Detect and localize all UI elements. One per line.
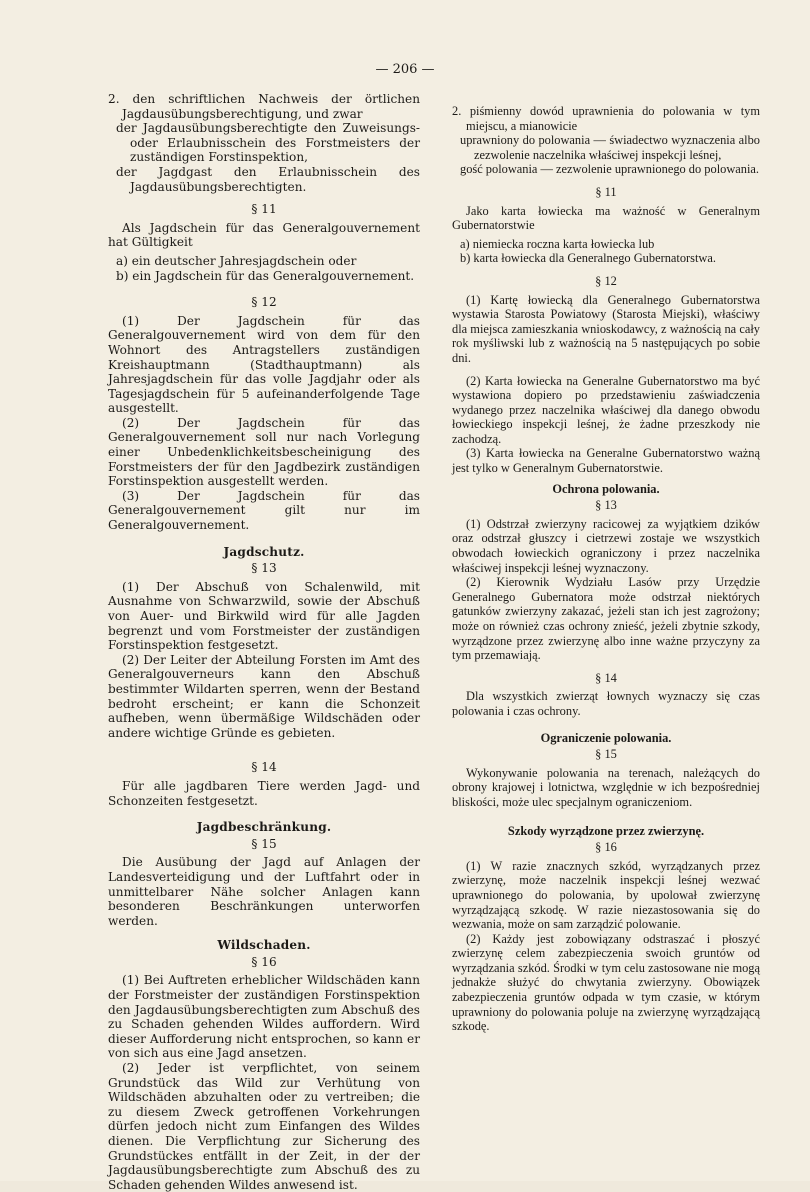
- heading-ograniczenie: Ograniczenie polowania.: [540, 730, 672, 745]
- section-16-para-1: (1) Bei Auftreten erheblicher Wildschäden kann der Forstmeister der zuständigen Forstinspektion den Jagdausübungsberechtigten zum Abschuß des zu Schaden gehenden Wildes auffordern. Wird dieser Aufforderung nicht entsprochen, so kann er von sich aus eine Jagd ansetzen.: [108, 973, 420, 1061]
- section-12-para-1: (1) Kartę łowiecką dla Generalnego Gubernatorstwa wystawia Starosta Powiatowy (Starosta Miejski), właściwy dla miejsca zamieszkania wnioskodawcy, z ważnością na cały rok myśliwski lub z ważnością na 5 następujących po sobie dni.: [452, 292, 760, 365]
- section-16-para-2: (2) Jeder ist verpflichtet, von seinem Grundstück das Wild zur Verhütung von Wildschäden abzuhalten oder zu vertreiben; die zu diesem Zweck getroffenen Vorkehrungen dürfen jedoch nicht zum Einfangen des Wildes dienen. Die Verpflichtung zur Sicherung des Grundstückes entfällt in der Zeit, in der der Jagdausübungsberechtigte zum Abschuß des zu Schaden gehenden Wildes anwesend ist.: [108, 1061, 420, 1192]
- section-13-para-2: (2) Der Leiter der Abteilung Forsten im Amt des Generalgouverneurs kann den Abschuß bestimmter Wildarten sperren, wenn der Bestand bedroht erscheint; er kann die Schonzeit aufheben, wenn übermäßige Wildschäden oder andere wichtige Gründe es gebieten.: [108, 652, 420, 740]
- section-16-heading: § 16: [595, 840, 617, 855]
- heading-jagdbeschraenkung: Jagdbeschränkung.: [196, 820, 332, 835]
- heading-wildschaden: Wildschaden.: [217, 938, 311, 953]
- section-13-para-1: (1) Odstrzał zwierzyny racicowej za wyjątkiem dzików oraz odstrzał głuszcy i cietrzewi zostaje we wszystkich obwodach łowieckich ograniczony i przez naczelnika właściwej inspekcji leśnej wyznaczony.: [452, 516, 760, 575]
- section-15-heading: § 15: [595, 747, 617, 762]
- item-2-a: uprawniony do polowania — świadectwo wyznaczenia albo zezwolenie naczelnika właściwej inspekcji leśnej,: [460, 133, 760, 162]
- section-12-para-3: (3) Karta łowiecka na Generalne Gubernatorstwo ważną jest tylko w Generalnym Gubernatorstwie.: [452, 446, 760, 476]
- page-number: — 206 —: [375, 62, 435, 77]
- section-13-heading: § 13: [595, 498, 617, 513]
- section-16-para-1: (1) W razie znacznych szkód, wyrządzanych przez zwierzynę, może naczelnik inspekcji leśnej wezwać uprawnionego do polowania, by upolował zwierzynę wyrządzającą szkodę. W razie niezastosowania się do wezwania, może on sam zarządzić polowanie.: [452, 858, 760, 932]
- section-13-para-1: (1) Der Abschuß von Schalenwild, mit Ausnahme von Schwarzwild, sowie der Abschuß von Auer- und Birkwild wird für alle Jagden begrenzt und vom Forstmeister der zuständigen Forstinspektion festgesetzt.: [108, 579, 420, 653]
- section-16-heading: § 16: [251, 954, 277, 969]
- section-13-para-2: (2) Kierownik Wydziału Lasów przy Urzędzie Generalnego Gubernatora może odstrzał niektórych gatunków zwierzyny zakazać, jeżeli stan ich jest zagrożony; może on również czas ochrony znieść, jeżeli zbytnie szkody, wyrządzone przez zwierzynę albo inne ważne przyczyny za tym przemawiają.: [452, 575, 760, 663]
- section-11-heading: § 11: [251, 202, 277, 217]
- section-16-para-2: (2) Każdy jest zobowiązany odstraszać i płoszyć zwierzynę celem zabezpieczenia swoich gruntów od wyrządzania szkód. Środki w tym celu zastosowane nie mogą jednakże służyć do chwytania zwierzyny. Obowiązek zabezpieczenia gruntów odpada w tym czasie, w którym uprawniony do polowania poluje na zwierzynę wyrządzającą szkodę.: [452, 931, 760, 1034]
- section-12-para-1: (1) Der Jagdschein für das Generalgouvernement wird von dem für den Wohnort des Antragstellers zuständigen Kreishauptmann (Stadthauptmann) als Jahresjagdschein für das volle Jagdjahr oder als Tagesjagdschein für 5 aufeinanderfolgende Tage ausgestellt.: [108, 313, 420, 416]
- heading-szkody: Szkody wyrządzone przez zwierzynę.: [507, 823, 705, 838]
- section-11-item-a: a) niemiecka roczna karta łowiecka lub: [460, 236, 655, 251]
- section-13-heading: § 13: [251, 561, 277, 576]
- section-12-heading: § 12: [251, 295, 277, 310]
- section-11-intro: Als Jagdschein für das Generalgouvernement hat Gültigkeit: [108, 220, 420, 250]
- item-2: 2. den schriftlichen Nachweis der örtlichen Jagdausübungsberechtigung, und zwar: [108, 92, 420, 121]
- section-12-heading: § 12: [595, 273, 617, 288]
- section-15-para: Wykonywanie polowania na terenach, należących do obrony krajowej i lotnictwa, względnie w ich bezpośredniej bliskości, może ulec specjalnym ograniczeniom.: [452, 765, 760, 809]
- polish-column: [452, 104, 760, 1034]
- section-15-para: Die Ausübung der Jagd auf Anlagen der Landesverteidigung und der Luftfahrt oder in unmittelbarer Nähe solcher Anlagen kann besonderen Beschränkungen unterworfen werden.: [108, 855, 420, 928]
- section-11-intro: Jako karta łowiecka ma ważność w Generalnym Gubernatorstwie: [452, 203, 760, 233]
- section-11-heading: § 11: [595, 184, 617, 199]
- item-2: 2. piśmienny dowód uprawnienia do polowania w tym miejscu, a mianowicie: [452, 104, 760, 133]
- section-15-heading: § 15: [251, 836, 277, 851]
- german-column: [108, 92, 420, 1192]
- section-12-para-2: (2) Karta łowiecka na Generalne Gubernatorstwo ma być wystawiona dopiero po przedstawieniu zaświadczenia wydanego przez naczelnika właściwej dla danego obwodu łowieckiego inspekcji leśnej, że żadne przeszkody nie zachodzą.: [452, 373, 760, 446]
- section-14-heading: § 14: [251, 760, 277, 775]
- item-2-b: der Jagdgast den Erlaubnisschein des Jagdausübungsberechtigten.: [116, 164, 420, 194]
- heading-ochrona: Ochrona polowania.: [552, 481, 660, 496]
- item-2-a: der Jagdausübungsberechtigte den Zuweisungs- oder Erlaubnisschein des Forstmeisters der zuständigen Forstinspektion,: [116, 121, 420, 165]
- item-2-b: gość polowania — zezwolenie uprawnionego do polowania.: [460, 162, 760, 177]
- section-11-item-b: b) karta łowiecka dla Generalnego Gubernatorstwa.: [460, 251, 716, 266]
- section-11-item-b: b) ein Jagdschein für das Generalgouvernement.: [116, 268, 415, 283]
- section-14-para: Dla wszystkich zwierząt łownych wyznaczy się czas polowania i czas ochrony.: [452, 689, 760, 718]
- section-14-heading: § 14: [595, 670, 617, 685]
- section-12-para-3: (3) Der Jagdschein für das Generalgouvernement gilt nur im Generalgouvernement.: [108, 488, 420, 533]
- section-12-para-2: (2) Der Jagdschein für das Generalgouvernement soll nur nach Vorlegung einer Unbedenklichkeitsbescheinigung des Forstmeisters der für den Jagdbezirk zuständigen Forstinspektion ausgestellt werden.: [108, 415, 420, 489]
- heading-jagdschutz: Jagdschutz.: [223, 544, 305, 559]
- section-14-para: Für alle jagdbaren Tiere werden Jagd- und Schonzeiten festgesetzt.: [108, 778, 420, 808]
- section-11-item-a: a) ein deutscher Jahresjagdschein oder: [116, 253, 357, 268]
